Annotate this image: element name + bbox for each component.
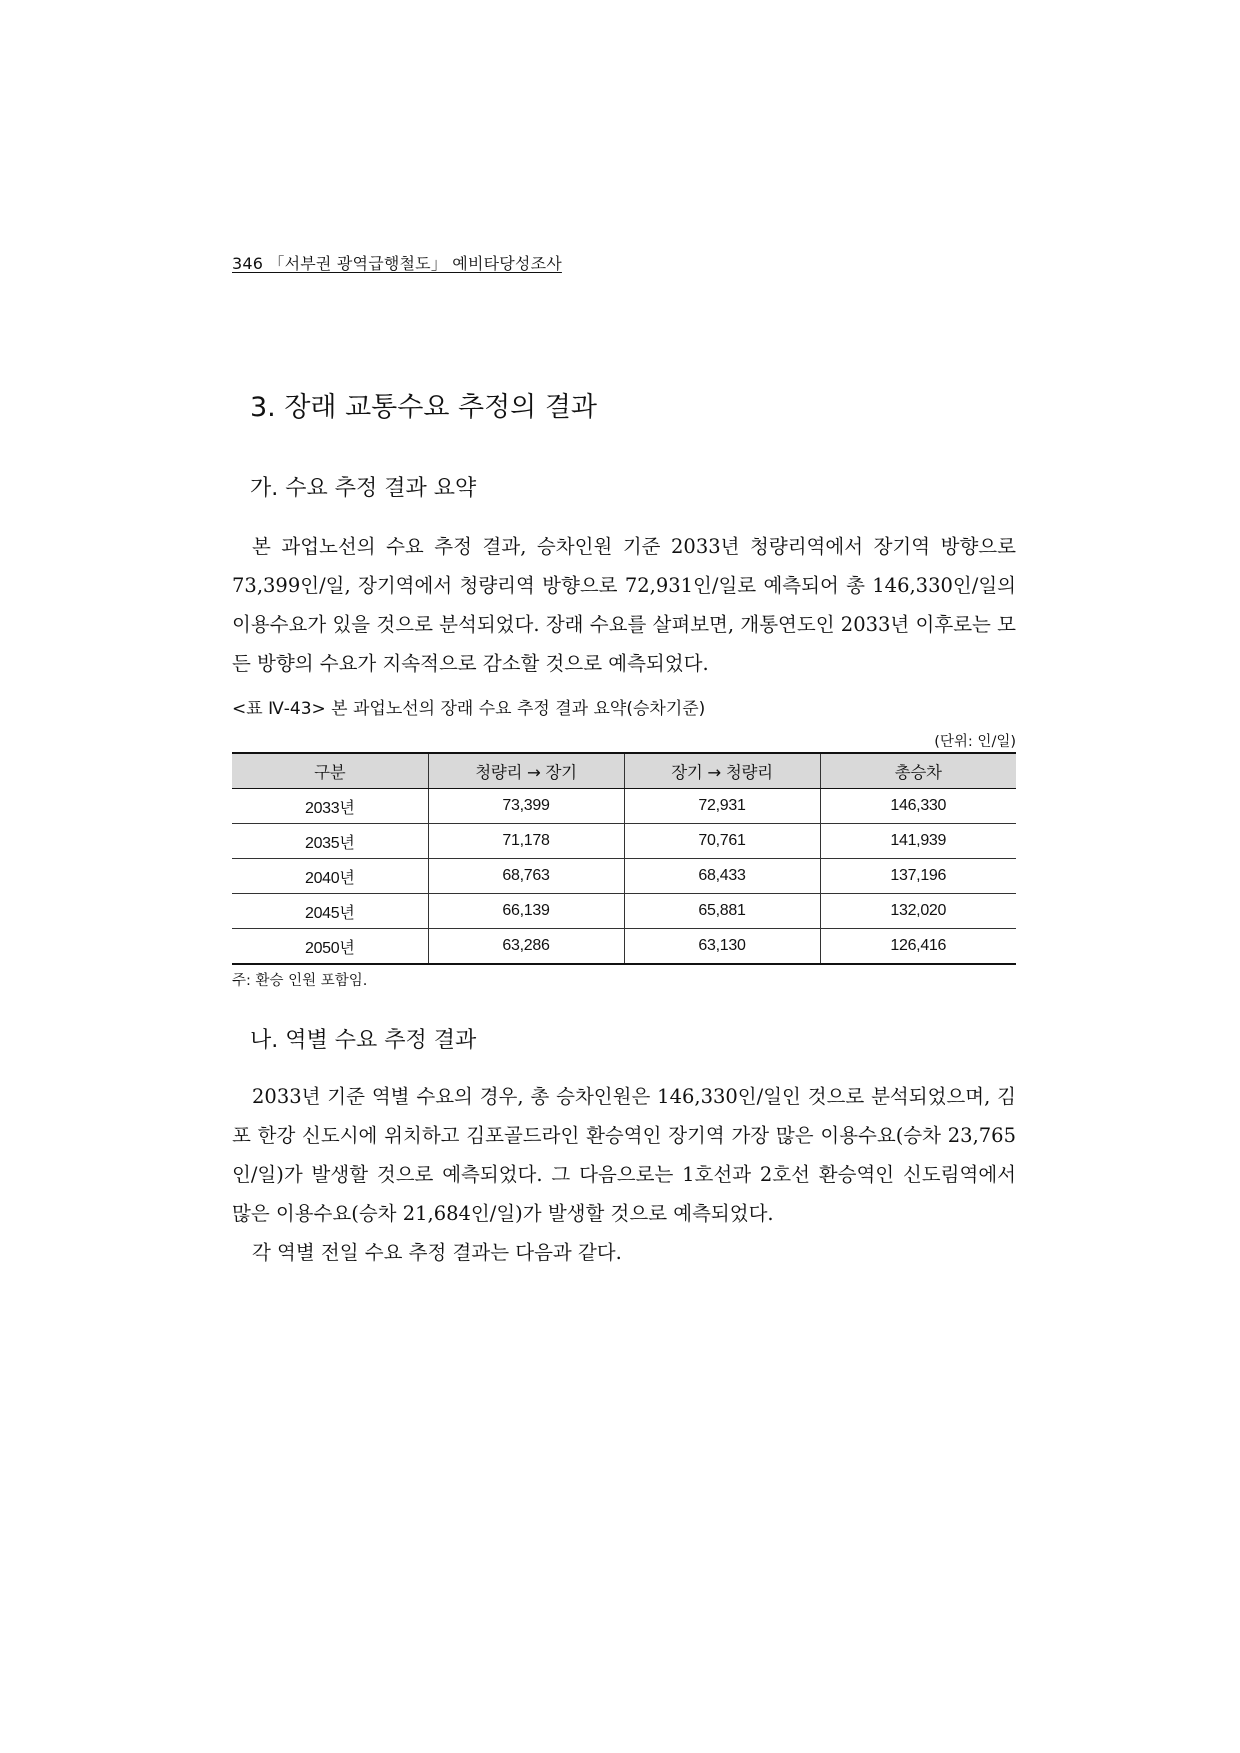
table-row: [232, 929, 1016, 965]
table-cell: 141,939: [820, 824, 1016, 859]
table-row: [232, 789, 1016, 824]
running-head: 346 「서부권 광역급행철도」 예비타당성조사: [232, 254, 562, 273]
table-header-cell: 구분: [232, 753, 428, 789]
table-row: [232, 859, 1016, 894]
table-cell-year: 2040년: [232, 859, 428, 894]
table-caption: <표 Ⅳ-43> 본 과업노선의 장래 수요 추정 결과 요약(승차기준): [232, 699, 706, 719]
station-demand-paragraph: 2033년 기준 역별 수요의 경우, 총 승차인원은 146,330인/일인 것으로 분석되었으며, 김포 한강 신도시에 위치하고 김포골드라인 환승역인 장기역 가장 많은 이용수요(승차 23,765인/일)가 발생할 것으로 예측되었다. 그 다음으로는 1호선과 2호선 환승역인 신도림역에서 많은 이용수요(승차 21,684인/일)가 발생할 것으로 예측되었다.: [232, 1085, 1016, 1225]
subsection-title-station: 나. 역별 수요 추정 결과: [250, 1028, 477, 1053]
table-cell: 146,330: [820, 789, 1016, 824]
table-row: [232, 894, 1016, 929]
table-cell: 66,139: [428, 894, 624, 929]
table-cell: 137,196: [820, 859, 1016, 894]
table-footnote: 주: 환승 인원 포함임.: [232, 973, 368, 989]
table-cell: 68,763: [428, 859, 624, 894]
table-cell-year: 2045년: [232, 894, 428, 929]
demand-summary-table: [232, 752, 1016, 965]
table-unit-label: (단위: 인/일): [934, 734, 1016, 750]
table-header-cell: 청량리 → 장기: [428, 753, 624, 789]
table-cell: 71,178: [428, 824, 624, 859]
closing-paragraph: 각 역별 전일 수요 추정 결과는 다음과 같다.: [252, 1241, 622, 1264]
table-header-row: [232, 753, 1016, 789]
table-cell: 70,761: [624, 824, 820, 859]
table-cell: 63,130: [624, 929, 820, 965]
table-header-cell: 총승차: [820, 753, 1016, 789]
table-cell: 72,931: [624, 789, 820, 824]
summary-paragraph: 본 과업노선의 수요 추정 결과, 승차인원 기준 2033년 청량리역에서 장기역 방향으로 73,399인/일, 장기역에서 청량리역 방향으로 72,931인/일로 예측되어 총 146,330인/일의 이용수요가 있을 것으로 분석되었다. 장래 수요를 살펴보면, 개통연도인 2033년 이후로는 모든 방향의 수요가 지속적으로 감소할 것으로 예측되었다.: [232, 535, 1016, 675]
section-title: 3. 장래 교통수요 추정의 결과: [250, 392, 597, 423]
table-row: [232, 824, 1016, 859]
table-cell: 65,881: [624, 894, 820, 929]
table-cell: 63,286: [428, 929, 624, 965]
table-cell: 73,399: [428, 789, 624, 824]
table-cell: 68,433: [624, 859, 820, 894]
table-cell-year: 2050년: [232, 929, 428, 965]
table-cell: 126,416: [820, 929, 1016, 965]
table-cell-year: 2035년: [232, 824, 428, 859]
table-cell: 132,020: [820, 894, 1016, 929]
table-header-cell: 장기 → 청량리: [624, 753, 820, 789]
subsection-title-summary: 가. 수요 추정 결과 요약: [250, 476, 477, 501]
table-cell-year: 2033년: [232, 789, 428, 824]
